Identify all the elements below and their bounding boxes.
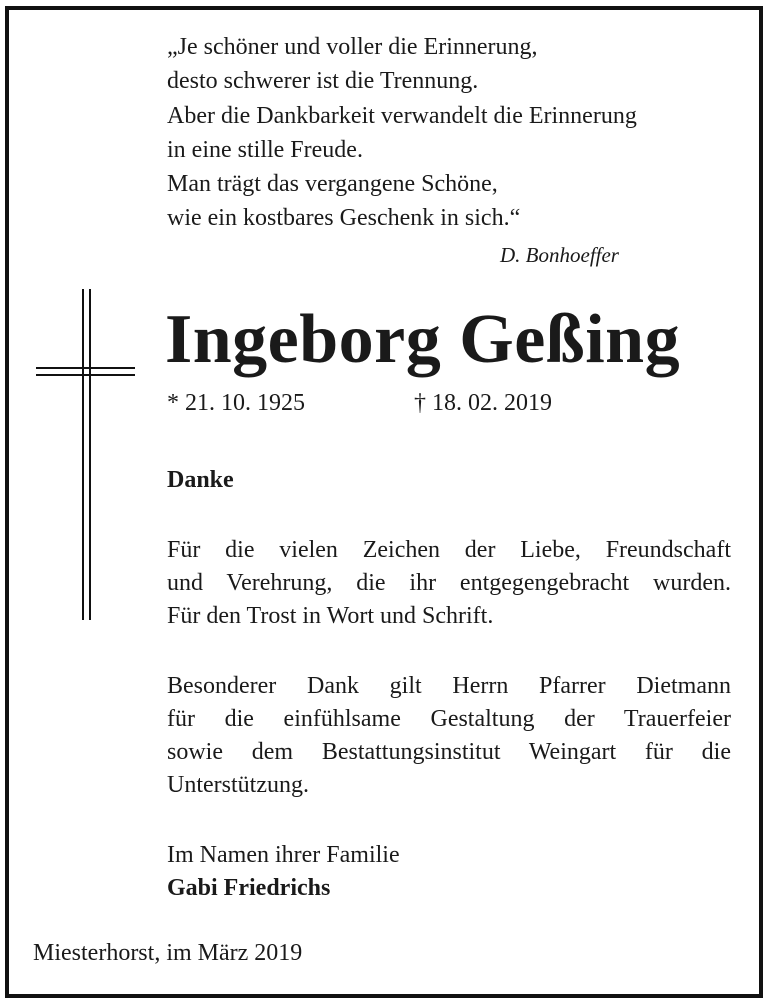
bonhoeffer-quote [167,30,637,236]
paragraph-line: sowie dem Bestattungsinstitut Weingart für die [167,739,731,765]
signoff-line: Im Namen ihrer Familie [167,842,400,868]
place-and-date: Miesterhorst, im März 2019 [33,940,303,966]
cross-icon-vertical [82,289,91,620]
thanks-heading: Danke [167,467,234,493]
signer-name: Gabi Friedrichs [167,875,331,901]
life-dates [167,388,552,418]
quote-line: desto schwerer ist die Trennung. [167,68,479,95]
paragraph-line: Für die vielen Zeichen der Liebe, Freundschaft [167,537,731,563]
quote-line: „Je schöner und voller die Erinnerung, [167,34,538,60]
quote-line: in eine stille Freude. [167,136,363,163]
paragraph-line: Für den Trost in Wort und Schrift. [167,603,494,629]
thanks-paragraph-1 [167,534,731,633]
deceased-name: Ingeborg Geßing [165,301,681,378]
quote-line: Aber die Dankbarkeit verwandelt die Erinnerung [167,102,637,129]
quote-line: wie ein kostbares Geschenk in sich.“ [167,205,521,232]
quote-line: Man trägt das vergangene Schöne, [167,171,498,198]
birth-date: * 21. 10. 1925 [167,390,305,416]
death-date: † 18. 02. 2019 [414,390,552,416]
paragraph-line: und Verehrung, die ihr entgegengebracht wurden. [167,570,731,596]
thanks-paragraph-2 [167,670,731,802]
paragraph-line: Unterstützung. [167,772,309,798]
signoff [167,839,400,905]
paragraph-line: für die einfühlsame Gestaltung der Trauerfeier [167,706,731,732]
quote-author: D. Bonhoeffer [500,243,619,267]
cross-icon-horizontal [36,367,135,376]
paragraph-line: Besonderer Dank gilt Herrn Pfarrer Dietmann [167,673,731,699]
